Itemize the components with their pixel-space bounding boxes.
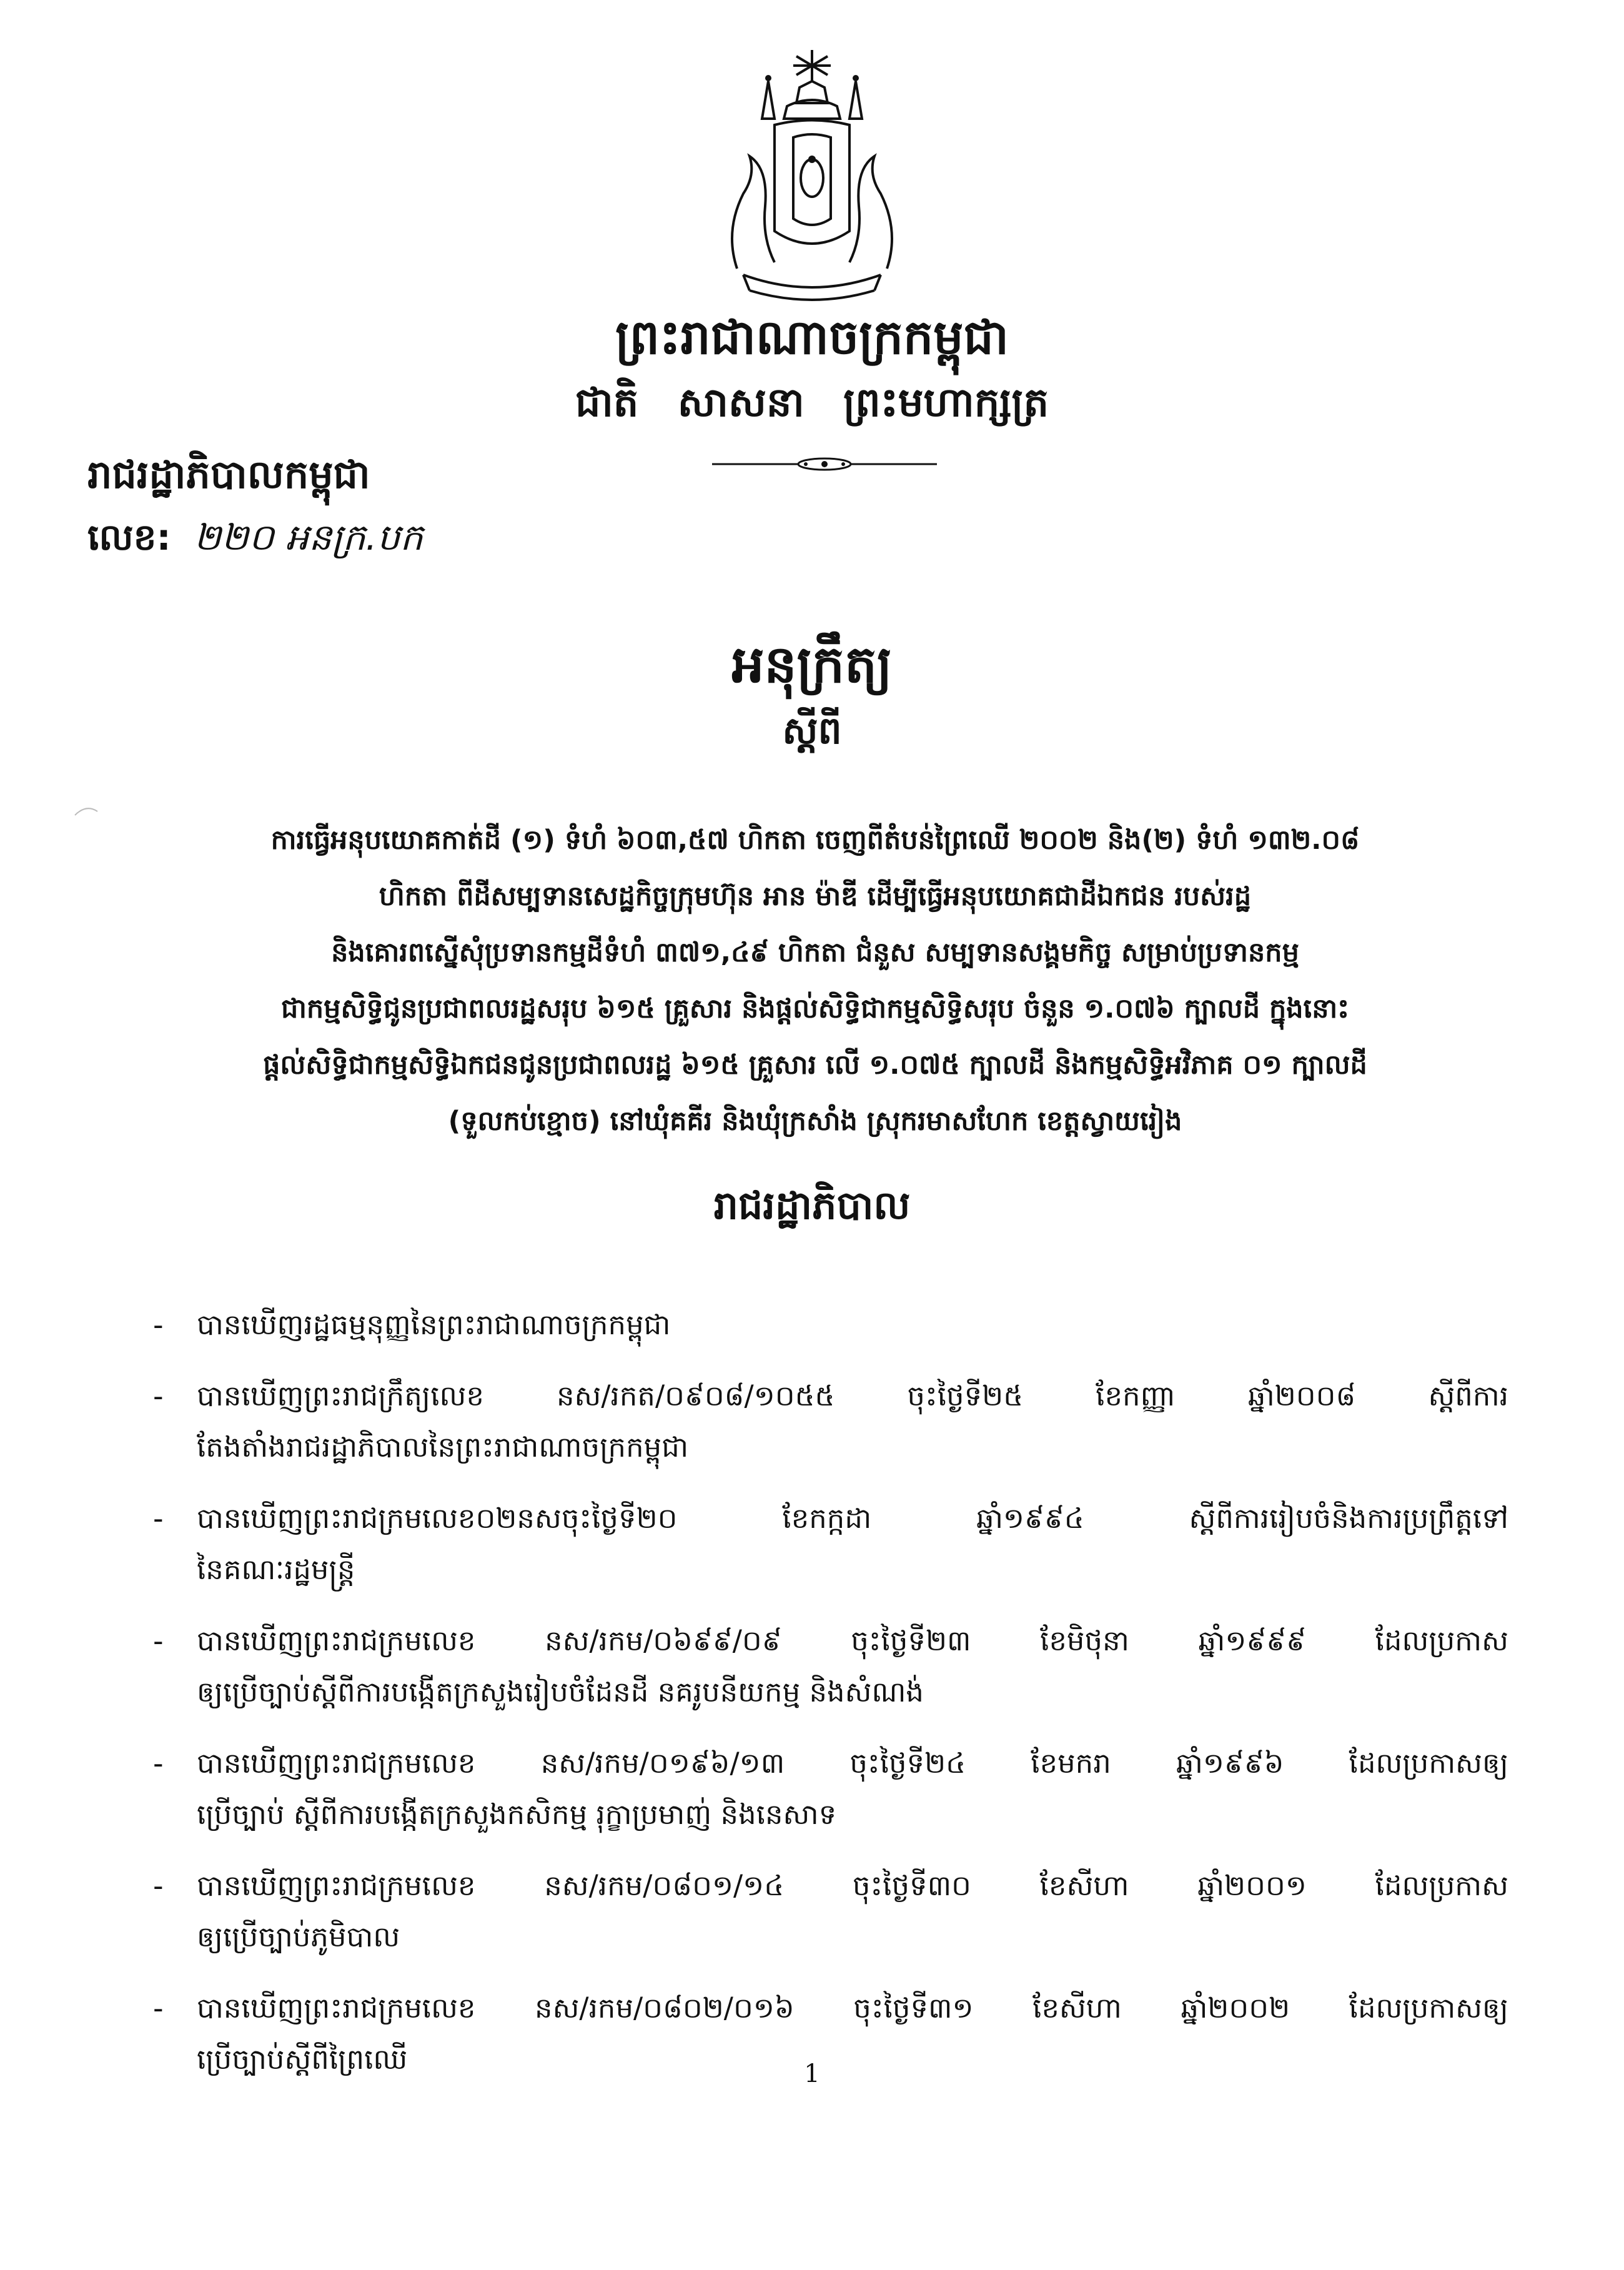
margin-smudge (74, 803, 99, 818)
royal-coat-of-arms-icon (700, 44, 924, 306)
recitals-list (153, 1299, 1508, 2105)
list-bullet: - (153, 1379, 164, 1413)
subject-line: ហិកតា ពីដីសម្បទានសេដ្ឋកិច្ចក្រុមហ៊ុន អាន ម៉ាឌី ដើម្បីធ្វើអនុបយោគជាដីឯកជន របស់រដ្ឋ (379, 881, 1252, 912)
list-item-line: ប្រើច្បាប់ស្តីពីព្រៃឈើ (197, 2043, 408, 2076)
list-item-line: បានឃើញរដ្ឋធម្មនុញ្ញនៃព្រះរាជាណាចក្រកម្ពុជា (197, 1308, 671, 1341)
government-heading: រាជរដ្ឋាភិបាល (713, 1182, 911, 1228)
list-item (153, 1860, 1508, 1963)
document-type-title: អនុក្រឹត្យ (731, 635, 893, 695)
list-item-line: បានឃើញព្រះរាជក្រមលេខ នស/រកម/០៨០២/០១៦ ចុះថ្ងៃទី៣១ ខែសីហា ឆ្នាំ២០០២ ដែលប្រកាសឲ្យ (197, 1991, 1508, 2025)
list-item-line: តែងតាំងរាជរដ្ឋាភិបាលនៃព្រះរាជាណាចក្រកម្ពុជា (197, 1430, 689, 1464)
document-number-value: ២២០ អនក្រ.បក (194, 516, 423, 558)
ornamental-divider-icon (712, 455, 937, 473)
subject-line: ជាកម្មសិទ្ធិជូនប្រជាពលរដ្ឋសរុប ៦១៥ គ្រួសារ និងផ្តល់សិទ្ធិជាកម្មសិទ្ធិសរុប ចំនួន ១.០៧៦ ក្បាលដី ក្នុងនោះ (280, 993, 1350, 1024)
list-item-line: បានឃើញព្រះរាជក្រមលេខ នស/រកម/០១៩៦/១៣ ចុះថ្ងៃទី២៤ ខែមករា ឆ្នាំ១៩៩៦ ដែលប្រកាសឲ្យ (197, 1747, 1508, 1780)
list-item-line: នៃគណៈរដ្ឋមន្ត្រី (197, 1553, 355, 1586)
list-item-line: បានឃើញព្រះរាជក្រមលេខ នស/រកម/០៨០១/១៤ ចុះថ្ងៃទី៣០ ខែសីហា ឆ្នាំ២០០១ ដែលប្រកាស (197, 1869, 1508, 1902)
list-bullet: - (153, 1869, 164, 1903)
list-bullet: - (153, 1502, 164, 1535)
list-bullet: - (153, 1308, 164, 1342)
list-item-line: ឲ្យប្រើច្បាប់ស្តីពីការបង្កើតក្រសួងរៀបចំដែនដី នគរូបនីយកម្ម និងសំណង់ (197, 1675, 924, 1708)
document-subject (156, 812, 1474, 1149)
document-number (87, 509, 423, 565)
list-item (153, 1738, 1508, 1840)
list-bullet: - (153, 1624, 164, 1658)
list-bullet: - (153, 1747, 164, 1780)
subject-line: (ទួលកប់ខ្មោច) នៅឃុំគគីរ និងឃុំក្រសាំង ស្រុករមាសហែក ខេត្តស្វាយរៀង (448, 1106, 1182, 1137)
list-item-line: ប្រើច្បាប់ ស្តីពីការបង្កើតក្រសួងកសិកម្ម រុក្ខាប្រមាញ់ និងនេសាទ (197, 1798, 837, 1831)
issuing-government: រាជរដ្ឋាភិបាលកម្ពុជា (87, 452, 370, 497)
list-item (153, 1493, 1508, 1595)
national-motto: ជាតិ សាសនា ព្រះមហាក្សត្រ (575, 380, 1049, 426)
document-about-label: ស្តីពី (782, 709, 842, 753)
list-item-line: បានឃើញព្រះរាជក្រមលេខ០២នសចុះថ្ងៃទី២០ ខែកក្កដា ឆ្នាំ១៩៩៤ ស្តីពីការរៀបចំនិងការប្រព្រឹត្តទៅ (197, 1502, 1508, 1535)
list-item-line: ឲ្យប្រើច្បាប់ភូមិបាល (197, 1920, 400, 1953)
page-number: 1 (804, 2059, 820, 2088)
subject-line: ការធ្វើអនុបយោគកាត់ដី (១) ទំហំ ៦០៣,៥៧ ហិកតា ចេញពីតំបន់ព្រៃឈើ ២០០២ និង(២) ទំហំ ១៣២.០៨ (270, 825, 1360, 856)
list-bullet: - (153, 1991, 164, 2025)
list-item (153, 1370, 1508, 1473)
document-number-label: លេខ: (87, 516, 171, 558)
list-item (153, 1299, 1508, 1351)
kingdom-name: ព្រះរាជាណាចក្រកម្ពុជា (615, 309, 1009, 365)
subject-line: ផ្តល់សិទ្ធិជាកម្មសិទ្ធិឯកជនជូនប្រជាពលរដ្ឋ ៦១៥ គ្រួសារ លើ ១.០៧៥ ក្បាលដី និងកម្មសិទ្ធិអវិភាគ ០១ ក្បាលដី (263, 1049, 1367, 1081)
list-item-line: បានឃើញព្រះរាជក្រមលេខ នស/រកម/០៦៩៩/០៩ ចុះថ្ងៃទី២៣ ខែមិថុនា ឆ្នាំ១៩៩៩ ដែលប្រកាស (197, 1624, 1508, 1657)
subject-line: និងគោរពស្នើសុំប្រទានកម្មដីទំហំ ៣៧១,៤៩ ហិកតា ជំនួស សម្បទានសង្គមកិច្ច សម្រាប់ប្រទានកម្ម (331, 937, 1299, 968)
list-item-line: បានឃើញព្រះរាជក្រឹត្យលេខ នស/រកត/០៩០៨/១០៥៥ ចុះថ្ងៃទី២៥ ខែកញ្ញា ឆ្នាំ២០០៨ ស្តីពីការ (197, 1379, 1508, 1412)
list-item (153, 1615, 1508, 1718)
